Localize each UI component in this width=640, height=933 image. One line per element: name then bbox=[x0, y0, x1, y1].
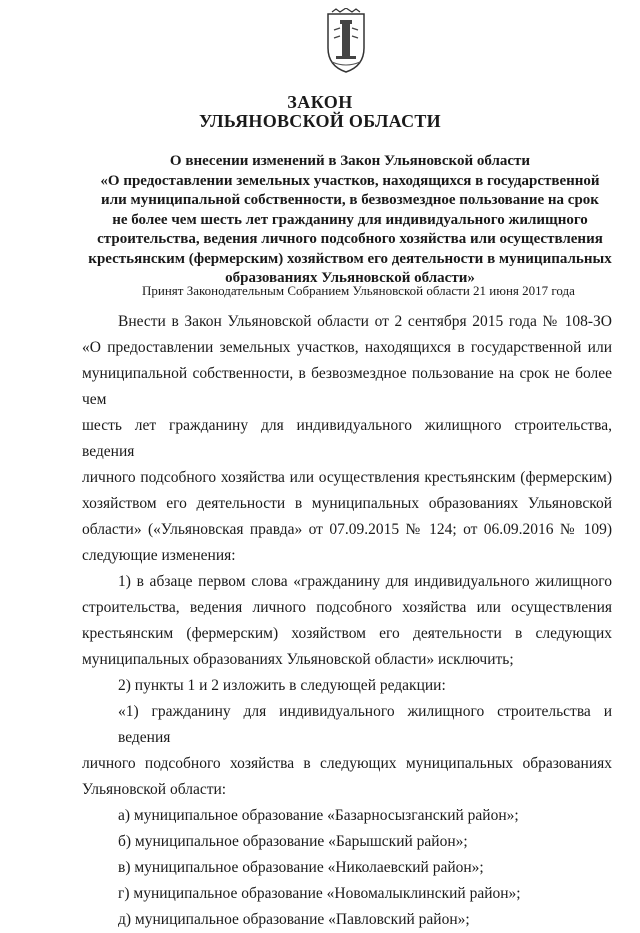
coat-of-arms-emblem bbox=[322, 8, 370, 74]
item1-line: крестьянским (фермерским) хозяйством его деятельности в следующих bbox=[82, 625, 612, 642]
quote-line: личного подсобного хозяйства в следующих муниципальных образованиях bbox=[82, 755, 612, 772]
title-line: строительства, ведения личного подсобного хозяйства или осуществления bbox=[97, 231, 603, 247]
law-label: ЗАКОН bbox=[287, 92, 353, 112]
list-item: б) муниципальное образование «Барышский район»; bbox=[118, 833, 468, 850]
title-line: не более чем шесть лет гражданину для индивидуального жилищного bbox=[112, 211, 588, 228]
adoption-note: Принят Законодательным Собранием Ульяновской области 21 июня 2017 года bbox=[142, 283, 575, 298]
quote-line: «1) гражданину для индивидуального жилищного строительства и ведения bbox=[118, 703, 612, 746]
title-line: «О предоставлении земельных участков, находящихся в государственной bbox=[100, 172, 600, 189]
paragraph-line: хозяйством его деятельности в муниципальных образованиях Ульяновской bbox=[82, 495, 612, 512]
item2-line: 2) пункты 1 и 2 изложить в следующей редакции: bbox=[118, 677, 446, 694]
title-line: или муниципальной собственности, в безвозмездное пользование на срок bbox=[101, 192, 599, 208]
list-item: г) муниципальное образование «Новомалыклинский район»; bbox=[118, 885, 521, 902]
region-label: УЛЬЯНОВСКОЙ ОБЛАСТИ bbox=[199, 111, 441, 131]
paragraph-line: муниципальной собственности, в безвозмездное пользование на срок не более чем bbox=[82, 365, 612, 408]
item1-line: муниципальных образованиях Ульяновской области» исключить; bbox=[82, 651, 514, 668]
paragraph-line: Внести в Закон Ульяновской области от 2 сентября 2015 года № 108-ЗО bbox=[118, 313, 612, 330]
paragraph-line: области» («Ульяновская правда» от 07.09.2015 № 124; от 06.09.2016 № 109) bbox=[82, 521, 612, 538]
title-line: О внесении изменений в Закон Ульяновской области bbox=[169, 153, 531, 169]
list-item: а) муниципальное образование «Базарносызганский район»; bbox=[118, 807, 519, 824]
paragraph-line: шесть лет гражданину для индивидуального жилищного строительства, ведения bbox=[82, 417, 612, 460]
law-title bbox=[80, 152, 620, 289]
paragraph-line: следующие изменения: bbox=[82, 547, 236, 564]
paragraph-line: личного подсобного хозяйства или осуществления крестьянским (фермерским) bbox=[82, 469, 612, 486]
quote-line: Ульяновской области: bbox=[82, 781, 227, 798]
paragraph-line: «О предоставлении земельных участков, находящихся в государственной или bbox=[82, 339, 612, 356]
list-item: д) муниципальное образование «Павловский район»; bbox=[118, 911, 470, 928]
item1-line: строительства, ведения личного подсобного хозяйства или осуществления bbox=[82, 599, 612, 616]
title-line: образованиях Ульяновской области» bbox=[225, 270, 475, 286]
item1-line: 1) в абзаце первом слова «гражданину для индивидуального жилищного bbox=[118, 573, 612, 590]
list-item: в) муниципальное образование «Николаевский район»; bbox=[118, 859, 484, 876]
title-line: крестьянским (фермерским) хозяйством его деятельности в муниципальных bbox=[88, 250, 612, 267]
main-paragraph bbox=[82, 309, 612, 933]
